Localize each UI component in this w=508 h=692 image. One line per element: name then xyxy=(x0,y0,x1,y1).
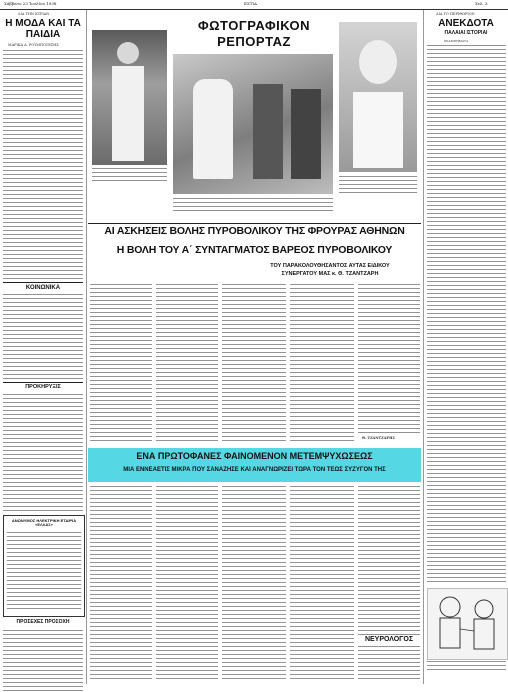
electric-company-box xyxy=(3,515,85,617)
anecdotes-body xyxy=(427,45,506,585)
anecdotes-byline: ΣΚΑΡΙΦΗΜΑΤΑ xyxy=(444,39,469,43)
announcements-title: ΠΡΟΚΗΡΥΞΙΣ xyxy=(25,384,61,390)
photo-left-caption xyxy=(92,168,167,182)
cartoon-caption xyxy=(427,661,506,671)
artillery-subhead-1: ΤΟΥ ΠΑΡΑΚΟΛΟΥΘΗΣΑΝΤΟΣ ΑΥΤΑΣ ΕΙΔΙΚΟΥ xyxy=(270,263,390,269)
metempsychosis-body-col-5 xyxy=(358,486,420,682)
cartoon-drawing xyxy=(428,589,507,659)
page-number: Σελ. 3 xyxy=(475,1,488,6)
metempsychosis-headline-box xyxy=(88,448,421,482)
artillery-headline-2: Η ΒΟΛΗ ΤΟΥ Α΄ ΣΥΝΤΑΓΜΑΤΟΣ ΒΑΡΕΟΣ ΠΥΡΟΒΟΛΙΚΟΥ xyxy=(116,244,393,256)
photo-center-crowd xyxy=(173,54,333,194)
photo-report-section xyxy=(88,10,421,220)
left-column xyxy=(0,10,87,684)
metempsychosis-body-col-2 xyxy=(156,486,218,682)
artillery-body-col-4 xyxy=(290,284,354,444)
artillery-signature: Θ. ΤΖΑΝΤΖΑΡΗΣ xyxy=(362,436,395,440)
photo-right-face xyxy=(359,40,397,84)
artillery-body-col-5 xyxy=(358,284,420,434)
photo-left-face xyxy=(117,42,139,64)
bottom-left-body xyxy=(3,630,83,692)
photo-right-figure xyxy=(353,92,403,168)
newspaper-top-bar xyxy=(0,0,508,10)
artillery-body-col-1 xyxy=(90,284,152,444)
right-section-label: ΔΙΑ ΤΟ ΠΕΡΙΘΩΡΙΟΝ xyxy=(436,12,475,16)
anecdotes-subtitle: ΠΑΛΑΙΑΙ ΙΣΤΟΡΙΑΙ xyxy=(444,30,488,36)
artillery-body-col-3 xyxy=(222,284,286,444)
photo-center-man-2 xyxy=(253,84,283,179)
photo-center-caption xyxy=(173,198,333,214)
metempsychosis-title: ΕΝΑ ΠΡΩΤΟΦΑΝΕΣ ΦΑΙΝΟΜΕΝΟΝ ΜΕΤΕΜΨΥΧΩΣΕΩΣ xyxy=(136,451,373,461)
fashion-article-author: ΜΑΡΙΚΑ Α. ΡΟΥΜΠΟΥΕΖΗΣ xyxy=(8,43,59,47)
headline-top-rule xyxy=(88,223,421,224)
metempsychosis-body-col-4 xyxy=(290,486,354,682)
photo-right-caption xyxy=(339,176,417,196)
cartoon-illustration xyxy=(427,588,508,660)
metempsychosis-body-col-1 xyxy=(90,486,152,682)
left-divider-1 xyxy=(3,282,83,283)
left-divider-2 xyxy=(3,382,83,383)
fashion-article-title: Η ΜΟΔΑ ΚΑΙ ΤΑ ΠΑΙΔΙΑ xyxy=(5,18,81,40)
newspaper-name: ΕΣΤΙΑ xyxy=(244,1,257,6)
artillery-subhead-2: ΣΥΝΕΡΓΑΤΟΥ ΜΑΣ κ. Θ. ΤΖΑΝΤΖΑΡΗ xyxy=(281,271,379,277)
photo-right-portrait xyxy=(339,22,417,172)
metempsychosis-body-col-3 xyxy=(222,486,286,682)
photo-left-figure xyxy=(112,66,144,161)
photo-report-title-line2: ΡΕΠΟΡΤΑΖ xyxy=(217,34,291,49)
left-section-label: ΔΙΑ ΤΗΝ ΚΥΡΙΑΝ xyxy=(18,12,50,16)
social-section-title: ΚΟΙΝΩΝΙΚΑ xyxy=(25,285,61,291)
artillery-headline-1: ΑΙ ΑΣΚΗΣΕΙΣ ΒΟΛΗΣ ΠΥΡΟΒΟΛΙΚΟΥ ΤΗΣ ΦΡΟΥΡΑΣ ΑΘΗΝΩΝ xyxy=(104,225,405,237)
announcements-body xyxy=(3,394,83,512)
right-column xyxy=(423,10,508,684)
artillery-body-col-2 xyxy=(156,284,218,444)
photo-left-athlete xyxy=(92,30,167,165)
issue-date: Σάββατο 23 Ἰουλίου 1938 xyxy=(4,1,57,6)
electric-company-title: ΑΝΩΝΥΜΟΣ ΗΛΕΚΤΡΙΚΗ ΕΤΑΙΡΙΑ «ΕΛΛΑΣ» xyxy=(11,518,77,528)
photo-report-title-line1: ΦΩΤΟΓΡΑΦΙΚΟΝ xyxy=(197,18,311,33)
photo-center-old-man xyxy=(193,79,233,179)
anecdotes-title: ΑΝΕΚΔΟΤΑ xyxy=(438,18,494,29)
bottom-left-title: ΠΡΟΣΕΧΕΣ ΠΡΟΣΟΧΗ xyxy=(16,619,70,625)
electric-company-body xyxy=(7,532,81,612)
metempsychosis-subtitle: ΜΙΑ ΕΝΝΕΑΕΤΙΣ ΜΙΚΡΑ ΠΟΥ ΣΑΝΑΖΗΣΕ ΚΑΙ ΑΝΑΓΝΩΡΙΖΕΙ ΤΩΡΑ ΤΟΝ ΤΕΩΣ ΣΥΖΥΓΟΝ ΤΗΣ xyxy=(123,467,386,473)
photo-center-man-3 xyxy=(291,89,321,179)
social-section-body xyxy=(3,294,83,380)
neurologist-title: ΝΕΥΡΟΛΟΓΟΣ xyxy=(356,636,422,643)
fashion-article-body xyxy=(3,50,83,280)
